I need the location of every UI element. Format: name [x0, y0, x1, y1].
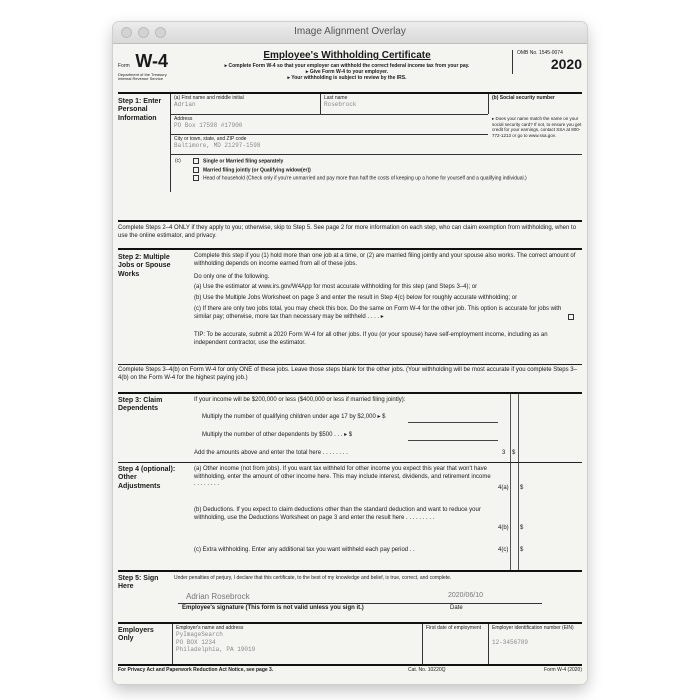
omb-number: OMB No. 1545-0074 [517, 50, 563, 56]
step-5-label: Step 5: Sign Here [118, 575, 159, 591]
step-3-divider-a [510, 394, 511, 462]
signature-label: Employee's signature (This form is not valid unless you sign it.) [182, 605, 364, 611]
footer-privacy: For Privacy Act and Paperwork Reduction Act Notice, see page 3. [118, 667, 274, 673]
step-4-a-number: 4(a) [498, 485, 509, 491]
step-3-line-number: 3 [502, 450, 506, 456]
address-field[interactable]: PO Box 17598 #17900 [174, 122, 243, 130]
perjury-statement: Under penalties of perjury, I declare that this certificate, to the best of my knowledge and belief, is true, correct, and complete. [174, 575, 452, 581]
children-amount-field[interactable] [408, 422, 498, 423]
first-name-label: (a) First name and middle initial [174, 95, 244, 101]
footer-cat-number: Cat. No. 10220Q [408, 667, 446, 673]
last-name-label: Last name [324, 95, 348, 101]
step-3-divider-b [518, 394, 519, 462]
single-checkbox[interactable] [193, 158, 199, 164]
two-jobs-checkbox[interactable] [568, 314, 574, 320]
department-label: Department of the Treasury Internal Revenue Service [118, 71, 167, 82]
step-4-b-number: 4(b) [498, 525, 509, 531]
ssn-label: (b) Social security number [492, 95, 555, 101]
form-prefix: Form [118, 63, 130, 69]
step-2-tip: TIP: To be accurate, submit a 2020 Form W-4 for all other jobs. If you (or your spouse) have self-employment income, including as an independent contractor, use the estimator. [194, 332, 548, 346]
step-5-section [118, 570, 582, 622]
signature-field[interactable]: Adrian Rosebrock [186, 592, 250, 601]
step-4-divider-b [518, 463, 519, 570]
filing-status-letter: (c) [175, 158, 181, 164]
married-label: Married filing jointly (or Qualifying widow(er)) [203, 166, 311, 173]
step-3-intro: If your income will be $200,000 or less ($400,000 or less if married filing jointly): [194, 397, 406, 403]
step-4-b-dollar: $ [520, 525, 524, 531]
first-name-field[interactable]: Adrian [174, 101, 196, 109]
employers-section [118, 622, 582, 664]
step-4-line-c: (c) Extra withholding. Enter any additional tax you want withheld each pay period . . [194, 547, 415, 553]
app-window [113, 22, 587, 684]
address-label: Address [174, 116, 193, 122]
employer-name-label: Employer's name and address [176, 625, 244, 631]
step-3-dollar: $ [512, 450, 516, 456]
step-4-section [118, 462, 582, 570]
ssn-note: ▸ Does your name match the name on your social security card? If not, to ensure you get credit for your earnings, contact SSA at 800-772-1213 or go to www.ssa.gov. [492, 116, 582, 138]
step-3-line-children: Multiply the number of qualifying children under age 17 by $2,000 ▸ $ [202, 414, 386, 420]
steps-3-4-note: Complete Steps 3–4(b) on Form W-4 for only ONE of these jobs. Leave those steps blank for the other jobs. (Your withholding will be most accurate if you complete Steps 3–4(b) on the Form W-4 for the highest paying job.) [118, 364, 582, 390]
step-4-c-number: 4(c) [498, 547, 509, 553]
footer-form-id: Form W-4 (2020) [544, 667, 582, 673]
step-4-line-a: (a) Other income (not from jobs). If you want tax withheld for other income you expect this year that won't have withholding, enter the amount of other income here. This may include interest, dividends, and retirement income . . . . . . . . [194, 466, 491, 487]
step-2-do-one: Do only one of the following. [194, 274, 270, 280]
step-3-line-total: Add the amounts above and enter the total here . . . . . . . . [194, 450, 348, 456]
header-line-1: ▸ Complete Form W-4 so that your employer can withhold the correct federal income tax from your pay. [224, 62, 470, 69]
step-2-intro: Complete this step if you (1) hold more than one job at a time, or (2) are married filing jointly and your spouse also works. The correct amount of withholding depends on income earned from all of these jobs. [194, 253, 576, 267]
step-4-a-dollar: $ [520, 485, 524, 491]
city-field[interactable]: Baltimore, MD 21297-1598 [174, 142, 261, 150]
dependents-amount-field[interactable] [408, 440, 498, 441]
form-header [118, 50, 582, 88]
step-1-section [118, 92, 582, 200]
form-title: Employee's Withholding Certificate [263, 50, 431, 61]
step-4-divider-a [510, 463, 511, 570]
aligned-document [113, 44, 587, 684]
head-of-household-label: Head of household (Check only if you're unmarried and pay more than half the costs of keeping up a home for yourself and a qualifying individual.) [203, 175, 527, 182]
employer-address-2[interactable]: Philadelphia, PA 19019 [176, 646, 256, 654]
employer-address-1[interactable]: PO BOX 1234 [176, 638, 216, 646]
step-2-label: Step 2: Multiple Jobs or Spouse Works [118, 254, 171, 278]
employer-name-field[interactable]: PyImageSearch [176, 631, 223, 639]
header-line-3: ▸ Your withholding is subject to review by the IRS. [287, 75, 407, 81]
title-bar [113, 22, 587, 44]
step-2-section [118, 248, 582, 364]
date-label: Date [450, 605, 463, 611]
step-2-option-a: (a) Use the estimator at www.irs.gov/W4App for most accurate withholding for this step (and Steps 3–4); or [194, 284, 478, 290]
last-name-field[interactable]: Rosebrock [324, 101, 357, 109]
steps-2-4-note: Complete Steps 2–4 ONLY if they apply to you; otherwise, skip to Step 5. See page 2 for more information on each step, who can claim exemption from withholding, when to use the online estimator, and privacy. [118, 220, 582, 246]
ein-label: Employer identification number (EIN) [492, 625, 574, 631]
step-4-label: Step 4 (optional): Other Adjustments [118, 466, 176, 490]
form-footer [118, 664, 582, 676]
step-2-option-c: (c) If there are only two jobs total, you may check this box. Do the same on Form W-4 for the other job. This option is accurate for jobs with similar pay; otherwise, more tax than necessary may be withheld . . . . ▸ [194, 306, 562, 320]
step-3-line-dependents: Multiply the number of other dependents by $500 . . . ▸ $ [202, 432, 353, 438]
married-checkbox[interactable] [193, 167, 199, 173]
step-4-line-b: (b) Deductions. If you expect to claim deductions other than the standard deduction and want to reduce your withholding, use the Deductions Worksheet on page 3 and enter the result here . . . . . . . . . [194, 507, 481, 521]
window-title: Image Alignment Overlay [294, 26, 406, 37]
form-year: 2020 [550, 56, 582, 73]
city-label: City or town, state, and ZIP code [174, 136, 247, 142]
date-field[interactable]: 2020/06/10 [448, 592, 484, 599]
head-of-household-checkbox[interactable] [193, 175, 199, 181]
employers-label: Employers Only [118, 627, 154, 643]
step-3-section [118, 392, 582, 462]
single-label: Single or Married filing separately [203, 158, 284, 165]
step-3-label: Step 3: Claim Dependents [118, 397, 163, 413]
step-4-c-dollar: $ [520, 547, 524, 553]
header-line-2: ▸ Give Form W-4 to your employer. [305, 68, 389, 75]
first-date-label: First date of employment [426, 625, 482, 631]
ein-field[interactable]: 12-3456789 [492, 639, 529, 647]
step-1-label: Step 1: Enter Personal Information [118, 98, 162, 122]
form-name: W-4 [135, 51, 168, 71]
step-2-option-b: (b) Use the Multiple Jobs Worksheet on page 3 and enter the result in Step 4(c) below for roughly accurate withholding; or [194, 295, 518, 301]
